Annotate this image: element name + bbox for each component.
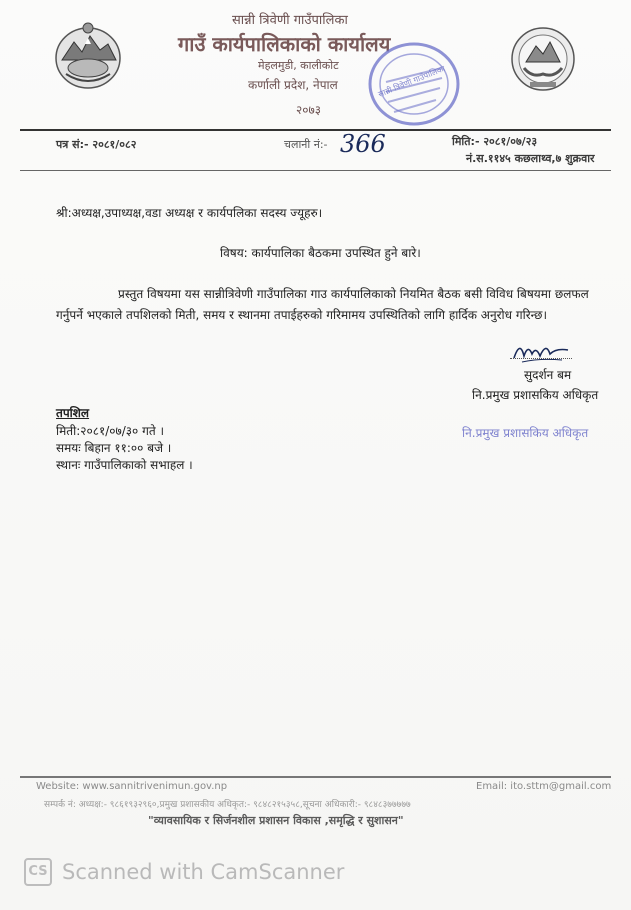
office-stamp-text: सान्नी त्रिवेणी गाउँपालिका bbox=[376, 63, 447, 100]
schedule-time: समयः बिहान ११:०० बजे । bbox=[56, 441, 172, 455]
letter-number bbox=[56, 137, 136, 152]
letter-date: मिति:- २०८१/०७/२३ bbox=[452, 135, 538, 148]
subject-line: विषय: कार्यपालिका बैठकमा उपस्थित हुने बारे। bbox=[220, 246, 421, 260]
municipality-logo-icon bbox=[508, 24, 578, 94]
dispatch-number-handwritten: 366 bbox=[340, 130, 386, 158]
schedule-place: स्थानः गाउँपालिकाको सभाहल । bbox=[56, 458, 193, 472]
camscanner-logo-text: CS bbox=[28, 864, 48, 879]
nepal-sambat-date: नं.स.११४५ कछलाथ्व,७ शुक्रवार bbox=[466, 152, 595, 165]
dispatch-number bbox=[284, 137, 328, 152]
signatory-name: सुदर्शन बम bbox=[524, 368, 572, 382]
camscanner-logo-icon bbox=[24, 858, 52, 886]
schedule-heading: तपशिल bbox=[56, 406, 90, 420]
header-rule-bottom bbox=[20, 170, 611, 171]
dispatch-label: चलानी नं:- bbox=[284, 138, 328, 151]
letterhead-municipality-name: सान्नी त्रिवेणी गाउँपालिका bbox=[232, 13, 348, 28]
signatory-designation: नि.प्रमुख प्रशासकिय अधिकृत bbox=[472, 388, 599, 402]
letter-number-text: पत्र सं:- २०८१/०८२ bbox=[56, 138, 137, 151]
signature-dotted-line bbox=[510, 358, 572, 359]
signature-icon bbox=[510, 336, 572, 366]
letterhead-year: २०७३ bbox=[296, 103, 321, 117]
designation-stamp: नि.प्रमुख प्रशासकिय अधिकृत bbox=[462, 426, 589, 440]
camscanner-watermark: Scanned with CamScanner bbox=[62, 860, 345, 884]
footer-rule bbox=[20, 776, 611, 778]
schedule-date: मिती:२०८१/०७/३० गते । bbox=[56, 424, 165, 438]
letterhead-province: कर्णाली प्रदेश, नेपाल bbox=[248, 78, 338, 92]
footer-email: Email: ito.sttm@gmail.com bbox=[476, 781, 612, 792]
footer-motto: "व्यावसायिक र सिर्जनशील प्रशासन विकास ,समृद्धि र सुशासन" bbox=[148, 814, 404, 827]
recipient-line: श्री:अध्यक्ष,उपाध्यक्ष,वडा अध्यक्ष र कार्यपलिका सदस्य ज्यूहरु। bbox=[56, 206, 323, 220]
letterhead-address: मेहलमुडी, कालीकोट bbox=[258, 59, 339, 72]
letter-paragraph: प्रस्तुत विषयमा यस सान्नीत्रिवेणी गाउँपालिका गाउ कार्यपालिकाको नियमित बैठक बसी विविध बिषयमा छलफल गर्नुपर्ने भएकाले तपशिलको मिती, समय र स्थानमा तपाईहरुको गरिमामय उपस्थितिको लागि हार्दिक अनुरोध गरिन्छ। bbox=[56, 287, 589, 322]
header-rule-top bbox=[20, 129, 611, 131]
letterhead-office-name: गाउँ कार्यपालिकाको कार्यालय bbox=[178, 32, 391, 56]
footer-contact: सम्पर्क नं: अध्यक्ष:- ९८६१९३२९६०,प्रमुख प्रशासकीय अधिकृत:- ९८४८२१५३५८,सूचना अधिकारी:- ९८४८३७७७७७ bbox=[44, 800, 411, 810]
footer-website: Website: www.sannitrivenimun.gov.np bbox=[36, 781, 228, 792]
nepal-emblem-icon bbox=[52, 18, 124, 92]
